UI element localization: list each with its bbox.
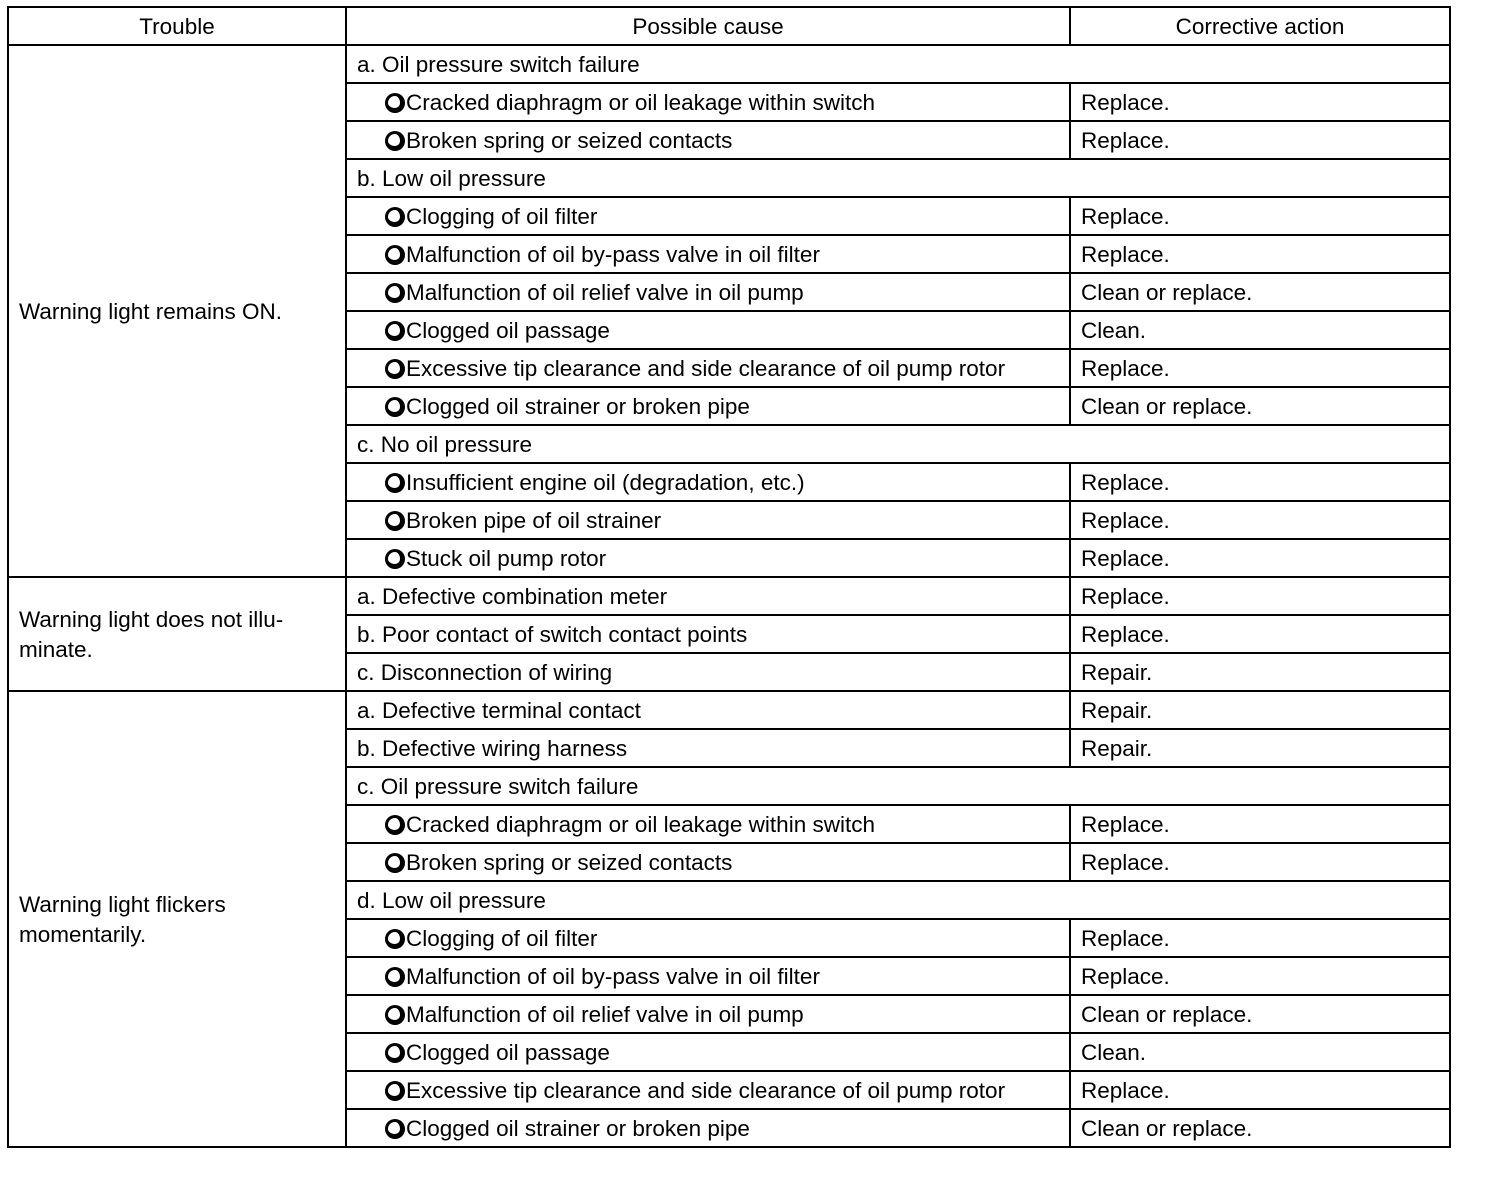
cause-heading-cell: b. Low oil pressure: [346, 159, 1450, 197]
cause-text: Malfunction of oil by-pass valve in oil filter: [406, 242, 820, 267]
corrective-action-cell: Replace.: [1070, 83, 1450, 121]
troubleshooting-table: [7, 6, 1451, 1148]
header-corrective-action: Corrective action: [1070, 7, 1450, 45]
cause-text: Excessive tip clearance and side clearance of oil pump rotor: [406, 356, 1006, 381]
cause-text: Malfunction of oil by-pass valve in oil filter: [406, 964, 820, 989]
bullet-circle-icon: [384, 473, 402, 491]
cause-subitem-cell: [346, 83, 1070, 121]
corrective-action-cell: Replace.: [1070, 843, 1450, 881]
table-row: [8, 691, 1450, 729]
cause-text: Insufficient engine oil (degradation, etc.): [406, 470, 805, 495]
cause-subitem-cell: [346, 121, 1070, 159]
cause-text: Broken pipe of oil strainer: [406, 508, 662, 533]
bullet-circle-icon: [384, 1005, 402, 1023]
cause-subitem-cell: [346, 311, 1070, 349]
corrective-action-cell: Replace.: [1070, 919, 1450, 957]
cause-heading-cell: c. Oil pressure switch failure: [346, 767, 1450, 805]
corrective-action-cell: Repair.: [1070, 653, 1450, 691]
bullet-circle-icon: [384, 131, 402, 149]
bullet-circle-icon: [384, 359, 402, 377]
cause-text: Clogged oil strainer or broken pipe: [406, 394, 750, 419]
cause-subitem-cell: [346, 919, 1070, 957]
corrective-action-cell: Clean or replace.: [1070, 387, 1450, 425]
cause-text: Clogged oil passage: [406, 1040, 610, 1065]
table-body: [8, 45, 1450, 1147]
corrective-action-cell: Replace.: [1070, 349, 1450, 387]
cause-text: Clogging of oil filter: [406, 926, 598, 951]
corrective-action-cell: Replace.: [1070, 197, 1450, 235]
bullet-circle-icon: [384, 207, 402, 225]
corrective-action-cell: Clean or replace.: [1070, 273, 1450, 311]
cause-cell: a. Defective terminal contact: [346, 691, 1070, 729]
corrective-action-cell: Replace.: [1070, 1071, 1450, 1109]
corrective-action-cell: Repair.: [1070, 691, 1450, 729]
corrective-action-cell: Replace.: [1070, 539, 1450, 577]
cause-text: Broken spring or seized contacts: [406, 850, 733, 875]
bullet-circle-icon: [384, 1043, 402, 1061]
cause-cell: a. Defective combination meter: [346, 577, 1070, 615]
cause-subitem-cell: [346, 349, 1070, 387]
cause-text: Clogged oil passage: [406, 318, 610, 343]
table-row: [8, 45, 1450, 83]
cause-subitem-cell: [346, 957, 1070, 995]
corrective-action-cell: Replace.: [1070, 805, 1450, 843]
corrective-action-cell: Replace.: [1070, 501, 1450, 539]
header-row: [8, 7, 1450, 45]
cause-cell: b. Defective wiring harness: [346, 729, 1070, 767]
cause-subitem-cell: [346, 235, 1070, 273]
corrective-action-cell: Replace.: [1070, 615, 1450, 653]
bullet-circle-icon: [384, 283, 402, 301]
cause-heading-cell: a. Oil pressure switch failure: [346, 45, 1450, 83]
cause-text: Malfunction of oil relief valve in oil pump: [406, 1002, 804, 1027]
corrective-action-cell: Clean.: [1070, 311, 1450, 349]
cause-subitem-cell: [346, 843, 1070, 881]
corrective-action-cell: Clean.: [1070, 1033, 1450, 1071]
cause-subitem-cell: [346, 1033, 1070, 1071]
cause-text: Broken spring or seized contacts: [406, 128, 733, 153]
cause-text: Clogged oil strainer or broken pipe: [406, 1116, 750, 1141]
cause-text: Excessive tip clearance and side clearance of oil pump rotor: [406, 1078, 1006, 1103]
bullet-circle-icon: [384, 815, 402, 833]
cause-subitem-cell: [346, 463, 1070, 501]
bullet-circle-icon: [384, 245, 402, 263]
cause-subitem-cell: [346, 197, 1070, 235]
cause-subitem-cell: [346, 387, 1070, 425]
trouble-cell: Warning light does not illu-minate.: [8, 577, 346, 691]
bullet-circle-icon: [384, 511, 402, 529]
bullet-circle-icon: [384, 321, 402, 339]
bullet-circle-icon: [384, 1119, 402, 1137]
corrective-action-cell: Replace.: [1070, 463, 1450, 501]
corrective-action-cell: Repair.: [1070, 729, 1450, 767]
corrective-action-cell: Replace.: [1070, 957, 1450, 995]
header-possible-cause: Possible cause: [346, 7, 1070, 45]
table-row: [8, 577, 1450, 615]
corrective-action-cell: Replace.: [1070, 235, 1450, 273]
cause-subitem-cell: [346, 995, 1070, 1033]
cause-heading-cell: d. Low oil pressure: [346, 881, 1450, 919]
cause-cell: c. Disconnection of wiring: [346, 653, 1070, 691]
cause-subitem-cell: [346, 539, 1070, 577]
cause-subitem-cell: [346, 501, 1070, 539]
bullet-circle-icon: [384, 397, 402, 415]
corrective-action-cell: Replace.: [1070, 577, 1450, 615]
cause-cell: b. Poor contact of switch contact points: [346, 615, 1070, 653]
bullet-circle-icon: [384, 853, 402, 871]
header-trouble: Trouble: [8, 7, 346, 45]
bullet-circle-icon: [384, 93, 402, 111]
cause-text: Malfunction of oil relief valve in oil pump: [406, 280, 804, 305]
trouble-cell: Warning light flickers momentarily.: [8, 691, 346, 1147]
corrective-action-cell: Clean or replace.: [1070, 1109, 1450, 1147]
corrective-action-cell: Replace.: [1070, 121, 1450, 159]
cause-text: Clogging of oil filter: [406, 204, 598, 229]
trouble-cell: Warning light remains ON.: [8, 45, 346, 577]
bullet-circle-icon: [384, 967, 402, 985]
bullet-circle-icon: [384, 1081, 402, 1099]
cause-text: Cracked diaphragm or oil leakage within switch: [406, 812, 875, 837]
cause-subitem-cell: [346, 1109, 1070, 1147]
cause-text: Stuck oil pump rotor: [406, 546, 607, 571]
bullet-circle-icon: [384, 549, 402, 567]
bullet-circle-icon: [384, 929, 402, 947]
cause-subitem-cell: [346, 1071, 1070, 1109]
cause-subitem-cell: [346, 273, 1070, 311]
cause-heading-cell: c. No oil pressure: [346, 425, 1450, 463]
cause-text: Cracked diaphragm or oil leakage within switch: [406, 90, 875, 115]
corrective-action-cell: Clean or replace.: [1070, 995, 1450, 1033]
cause-subitem-cell: [346, 805, 1070, 843]
